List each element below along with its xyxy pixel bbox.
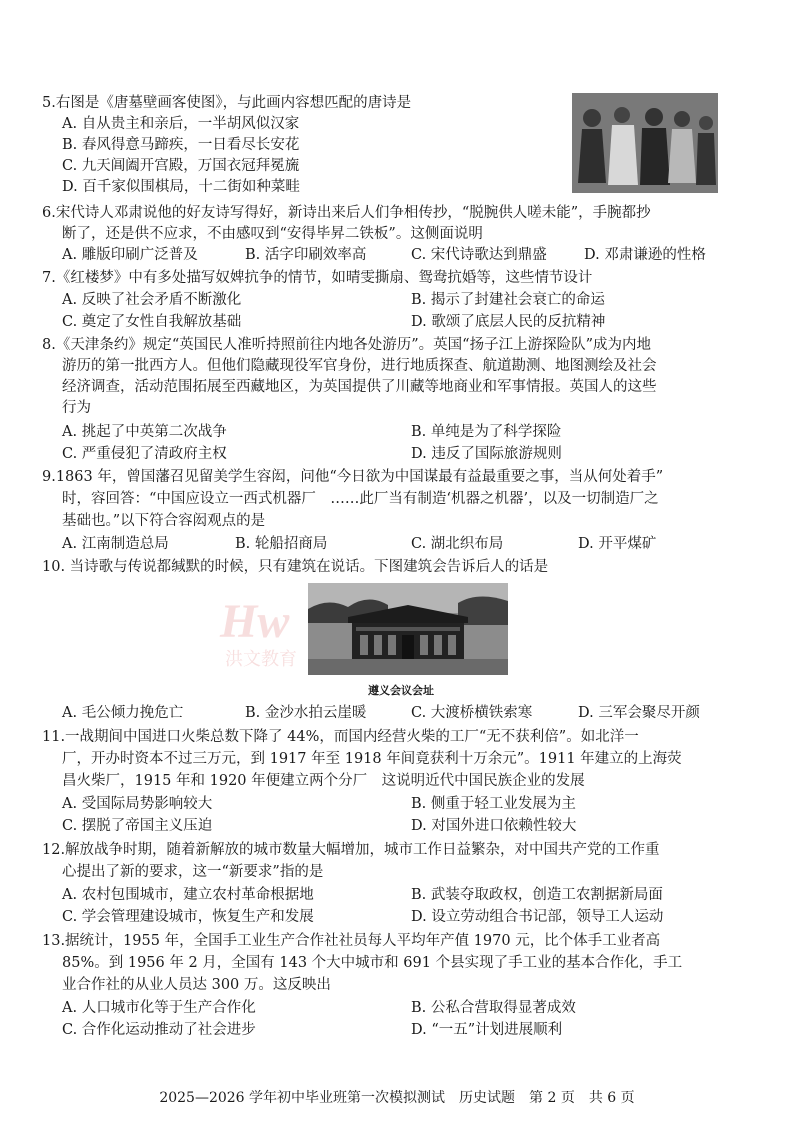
- q8-option-a: A. 挑起了中英第二次战争: [62, 424, 227, 440]
- zunyi-building-photo: [308, 583, 508, 675]
- question-13-stem-line3: 业合作社的从业人员达 300 万。这反映出: [62, 977, 331, 993]
- q5-option-b: B. 春风得意马蹄疾，一日看尽长安花: [62, 137, 300, 153]
- question-8-stem-line3: 经济调查，活动范围拓展至西藏地区，为英国提供了川藏等地商业和军事情报。英国人的这些: [62, 379, 657, 395]
- q12-option-c: C. 学会管理建设城市，恢复生产和发展: [62, 909, 314, 925]
- q7-option-d: D. 歌颂了底层人民的反抗精神: [411, 314, 606, 330]
- q8-option-c: C. 严重侵犯了清政府主权: [62, 446, 227, 462]
- svg-text:洪文教育: 洪文教育: [225, 649, 297, 670]
- question-6-stem-line2: 断了，还是供不应求，不由感叹到“安得毕昇二铁板”。这侧面说明: [62, 226, 483, 242]
- q12-option-a: A. 农村包围城市，建立农村革命根据地: [62, 887, 314, 903]
- question-7-stem: 7.《红楼梦》中有多处描写奴婢抗争的情节，如晴雯撕扇、鸳鸯抗婚等，这些情节设计: [42, 270, 593, 286]
- question-6-stem-line1: 6.宋代诗人邓肃说他的好友诗写得好，新诗出来后人们争相传抄，“脱腕供人嗟未能”，手腕都抄: [42, 205, 651, 221]
- svg-text:Hw: Hw: [220, 595, 290, 648]
- q11-option-b: B. 侧重于轻工业发展为主: [411, 796, 576, 812]
- page-footer: 2025—2026 学年初中毕业班第一次模拟测试 历史试题 第 2 页 共 6 页: [159, 1090, 635, 1106]
- q13-option-a: A. 人口城市化等于生产合作化: [62, 1000, 256, 1016]
- q5-option-c: C. 九天阊阖开宫殿，万国衣冠拜冕旒: [62, 158, 300, 174]
- question-5-stem: 5.右图是《唐墓壁画客使图》，与此画内容想匹配的唐诗是: [42, 95, 412, 111]
- q9-option-b: B. 轮船招商局: [235, 536, 328, 552]
- question-12-stem-line1: 12.解放战争时期，随着新解放的城市数量大幅增加，城市工作日益繁杂，对中国共产党的工作重: [42, 842, 660, 858]
- question-11-stem-line2: 厂，开办时资本不过三万元，到 1917 年至 1918 年间竟获利十万余元”。1911 年建立的上海荧: [62, 751, 682, 767]
- q6-option-b: B. 活字印刷效率高: [245, 247, 367, 263]
- question-10-stem: 10. 当诗歌与传说都缄默的时候，只有建筑在说话。下图建筑会告诉后人的话是: [42, 559, 549, 575]
- q6-option-d: D. 邓肃谦逊的性格: [584, 247, 706, 263]
- question-11-stem-line1: 11.一战期间中国进口火柴总数下降了 44%，而国内经营火柴的工厂“无不获利倍”。如北洋一: [42, 729, 639, 745]
- q10-option-c: C. 大渡桥横铁索寒: [411, 705, 533, 721]
- q8-option-d: D. 违反了国际旅游规则: [411, 446, 562, 462]
- q9-option-d: D. 开平煤矿: [578, 536, 657, 552]
- question-13-stem-line2: 85%。到 1956 年 2 月，全国有 143 个大中城市和 691 个县实现了手工业的基本合作化，手工: [62, 955, 683, 971]
- question-9-stem-line2: 时，容回答：“中国应设立一西式机器厂 ……此厂当有制造‘机器之机器’，以及一切制造厂之: [62, 491, 659, 507]
- q13-option-d: D. “一五”计划进展顺利: [411, 1022, 563, 1038]
- q6-option-c: C. 宋代诗歌达到鼎盛: [411, 247, 547, 263]
- q10-option-a: A. 毛公倾力挽危亡: [62, 705, 184, 721]
- q5-option-d: D. 百千家似围棋局，十二街如种菜畦: [62, 179, 300, 195]
- q7-option-b: B. 揭示了封建社会衰亡的命运: [411, 292, 605, 308]
- q11-option-d: D. 对国外进口依赖性较大: [411, 818, 577, 834]
- question-8-stem-line2: 游历的第一批西方人。但他们隐藏现役军官身份，进行地质探查、航道勘测、地图测绘及社会: [62, 358, 657, 374]
- figure-caption: 遵义会议会址: [368, 684, 434, 697]
- q12-option-d: D. 设立劳动组合书记部，领导工人运动: [411, 909, 664, 925]
- q7-option-a: A. 反映了社会矛盾不断激化: [62, 292, 242, 308]
- question-8-stem-line4: 行为: [62, 400, 91, 416]
- question-8-stem-line1: 8.《天津条约》规定“英国民人准听持照前往内地各处游历”。英国“扬子江上游探险队”成为内地: [42, 337, 651, 353]
- q8-option-b: B. 单纯是为了科学探险: [411, 424, 562, 440]
- question-9-stem-line3: 基础也。”以下符合容闳观点的是: [62, 513, 266, 529]
- question-9-stem-line1: 9.1863 年，曾国藩召见留美学生容闳，问他“今日欲为中国谋最有益最重要之事，当从何处着手”: [42, 469, 664, 485]
- mural-painting-image: [572, 93, 718, 193]
- question-12-stem-line2: 心提出了新的要求，这一“新要求”指的是: [62, 864, 324, 880]
- q11-option-a: A. 受国际局势影响较大: [62, 796, 213, 812]
- question-13-stem-line1: 13.据统计，1955 年，全国手工业生产合作社社员每人平均年产值 1970 元，比个体手工业者高: [42, 933, 661, 949]
- q7-option-c: C. 奠定了女性自我解放基础: [62, 314, 242, 330]
- q12-option-b: B. 武装夺取政权，创造工农割据新局面: [411, 887, 663, 903]
- q10-option-d: D. 三军会聚尽开颜: [578, 705, 700, 721]
- q9-option-c: C. 湖北织布局: [411, 536, 504, 552]
- q6-option-a: A. 雕版印刷广泛普及: [62, 247, 198, 263]
- question-11-stem-line3: 昌火柴厂，1915 年和 1920 年便建立两个分厂 这说明近代中国民族企业的发展: [62, 773, 585, 789]
- q10-option-b: B. 金沙水拍云崖暖: [245, 705, 367, 721]
- q5-option-a: A. 自从贵主和亲后，一半胡风似汉家: [62, 116, 300, 132]
- q11-option-c: C. 摆脱了帝国主义压迫: [62, 818, 213, 834]
- q13-option-c: C. 合作化运动推动了社会进步: [62, 1022, 256, 1038]
- q13-option-b: B. 公私合营取得显著成效: [411, 1000, 576, 1016]
- q9-option-a: A. 江南制造总局: [62, 536, 169, 552]
